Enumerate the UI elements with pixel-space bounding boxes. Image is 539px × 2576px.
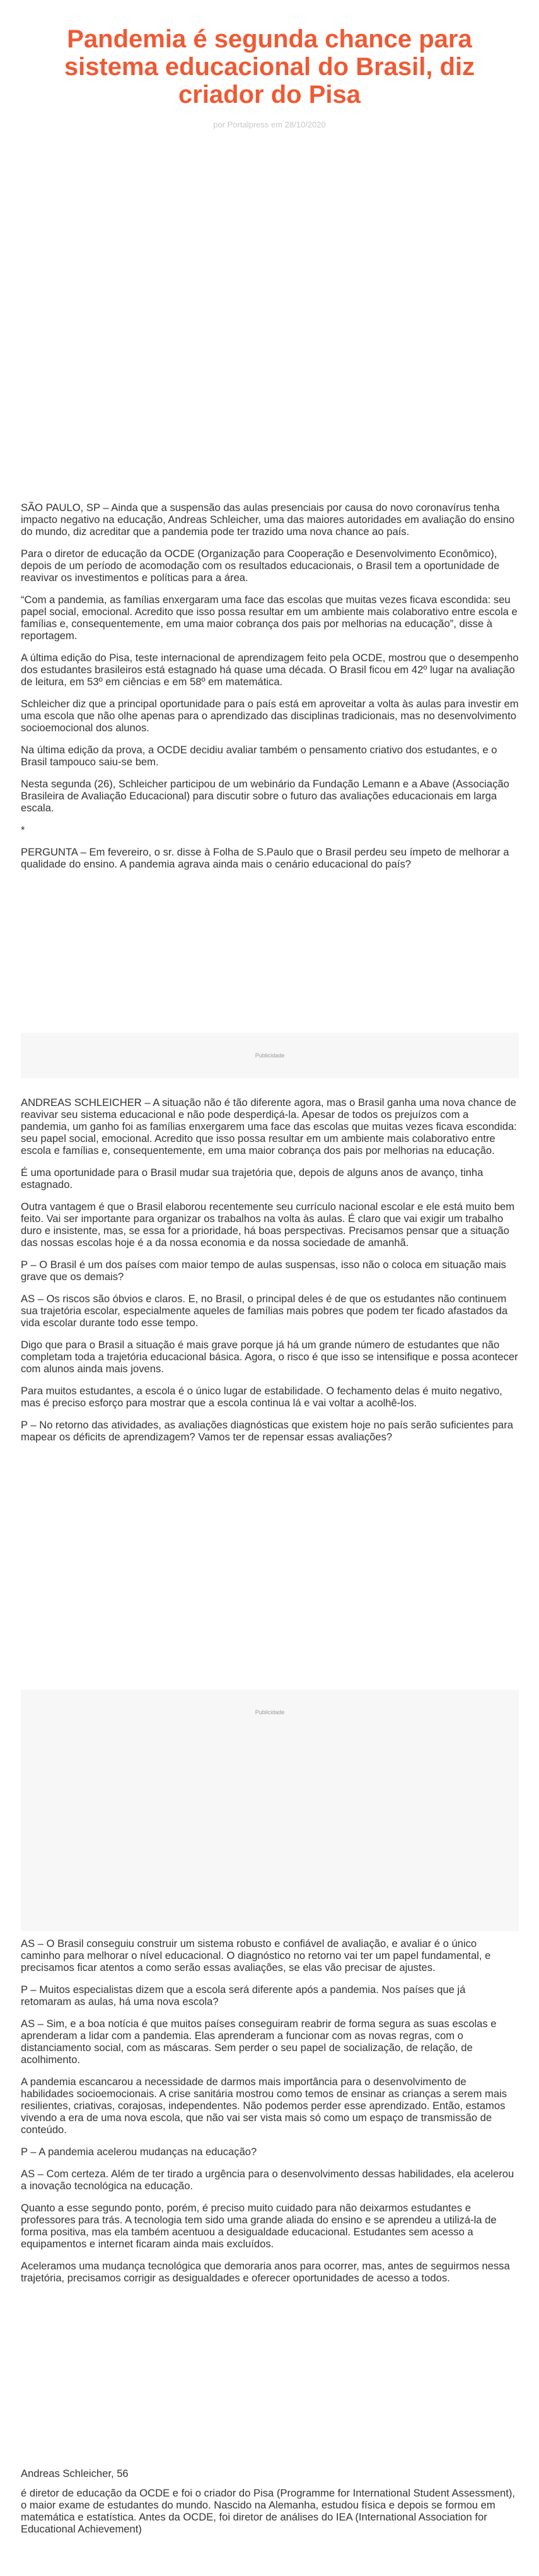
article-title: Pandemia é segunda chance para sistema educacional do Brasil, diz criador do Pisa xyxy=(64,25,475,109)
article-byline: por Portalpress em 28/10/2020 xyxy=(213,120,326,129)
article-paragraph: Para muitos estudantes, a escola é o único lugar de estabilidade. O fechamento delas é muito negativo, mas é preciso esforço para mostrar que a escola continua lá e vai voltar a acolhê-los. xyxy=(21,1385,502,1409)
article-paragraph: P – A pandemia acelerou mudanças na educação? xyxy=(21,2146,257,2158)
article-paragraph: “Com a pandemia, as famílias enxergaram uma face das escolas que muitas vezes ficava escondida: seu papel social, emocional. Acredito que isso possa resultar em um ambiente mais colaborativo entre escola e famílias e, consequentemente, em uma maior cobrança dos pais por melhorias na educação”, disse à reportagem. xyxy=(21,594,518,642)
ad-slot[interactable] xyxy=(21,1033,519,1078)
ad-slot[interactable] xyxy=(21,1690,519,1931)
article-section xyxy=(21,2467,519,2545)
article-paragraph: SÃO PAULO, SP – Ainda que a suspensão das aulas presenciais por causa do novo coronavírus tenha impacto negativo na educação, Andreas Schleicher, uma das maiores autoridades em avaliação do ensino do mundo, diz acreditar que a pandemia pode ter trazido uma nova chance ao país. xyxy=(21,502,515,538)
article-paragraph: Nesta segunda (26), Schleicher participou de um webinário da Fundação Lemann e a Abave (Associação Brasileira de Avaliação Educacional) para discutir sobre o futuro das avaliações educacionais em larga escala. xyxy=(21,778,509,814)
article-paragraph: ANDREAS SCHLEICHER – A situação não é tão diferente agora, mas o Brasil ganha uma nova chance de reavivar seu sistema educacional e não pode desperdiçá-la. Apesar de todos os prejuízos com a pandemia, um ganho foi as famílias enxergarem uma face das escolas que muitas vezes ficava escondida: seu papel social, emocional. Acredito que isso possa resultar em um ambiente mais colaborativo entre escola e famílias e, consequentemente, em uma maior cobrança dos pais por melhorias na educação. xyxy=(21,1097,517,1156)
article-paragraph: Aceleramos uma mudança tecnológica que demoraria anos para ocorrer, mas, antes de seguirmos nessa trajetória, precisamos corrigir as desigualdades e oferecer oportunidades de acesso a todos. xyxy=(21,2260,510,2284)
ad-label: Publicidade xyxy=(255,1052,285,1059)
article-paragraph: P – Muitos especialistas dizem que a escola será diferente após a pandemia. Nos países que já retomaram as aulas, há uma nova escola? xyxy=(21,1984,466,2008)
article-paragraph: P – O Brasil é um dos países com maior tempo de aulas suspensas, isso não o coloca em situação mais grave que os demais? xyxy=(21,1259,506,1283)
article-paragraph: PERGUNTA – Em fevereiro, o sr. disse à Folha de S.Paulo que o Brasil perdeu seu ímpeto de melhorar a qualidade do ensino. A pandemia agrava ainda mais o cenário educacional do país? xyxy=(21,846,509,870)
article-paragraph: P – No retorno das atividades, as avaliações diagnósticas que existem hoje no país serão suficientes para mapear os déficits de aprendizagem? Vamos ter de repensar essas avaliações? xyxy=(21,1419,513,1443)
article-paragraph: AS – Sim, e a boa notícia é que muitos países conseguiram reabrir de forma segura as suas escolas e aprenderam a lidar com a pandemia. Elas aprenderam a funcionar com as novas regras, com o distanciamento social, com as máscaras. Sem perder o seu papel de socialização, de relação, de acolhimento. xyxy=(21,2018,497,2066)
ad-label: Publicidade xyxy=(255,1709,285,1715)
article-paragraph: AS – Com certeza. Além de ter tirado a urgência para o desenvolvimento dessas habilidades, ela acelerou a inovação tecnológica na educação. xyxy=(21,2168,514,2192)
article-section xyxy=(21,1097,519,1453)
article-section xyxy=(21,1938,519,2294)
article-paragraph: * xyxy=(21,824,25,836)
article-section xyxy=(21,502,519,880)
article-paragraph: Schleicher diz que a principal oportunidade para o país está em aproveitar a volta às aulas para investir em uma escola que não olhe apenas para o aprendizado das disciplinas tradicionais, mas no desenvolvimento socioemocional dos alunos. xyxy=(21,698,519,734)
article-paragraph: A pandemia escancarou a necessidade de darmos mais importância para o desenvolvimento de habilidades socioemocionais. A crise sanitária mostrou como temos de ensinar as crianças a serem mais resilientes, criativas, corajosas, independentes. Não podemos perder esse aprendizado. Então, estamos vivendo a era de uma nova escola, que não vai ser vista mais só como um espaço de transmissão de conteúdo. xyxy=(21,2076,507,2136)
article-paragraph: É uma oportunidade para o Brasil mudar sua trajetória que, depois de alguns anos de avanço, tinha estagnado. xyxy=(21,1167,484,1191)
article-paragraph: Outra vantagem é que o Brasil elaborou recentemente seu currículo nacional escolar e ele está muito bem feito. Vai ser importante para organizar os trabalhos na volta às aulas. É claro que vai exigir um trabalho duro e insistente, mas, se essa for a prioridade, há boas perspectivas. Precisamos pensar que a situação das nossas escolas hoje é a da nossa economia e da nossa sociedade de amanhã. xyxy=(21,1201,515,1249)
article-paragraph: Para o diretor de educação da OCDE (Organização para Cooperação e Desenvolvimento Econômico), depois de um período de acomodação com os resultados educacionais, o Brasil tem a oportunidade de reavivar os investimentos e políticas para a área. xyxy=(21,548,500,584)
article-paragraph: Na última edição da prova, a OCDE decidiu avaliar também o pensamento criativo dos estudantes, e o Brasil tampouco saiu-se bem. xyxy=(21,744,497,768)
article-paragraph: AS – O Brasil conseguiu construir um sistema robusto e confiável de avaliação, e avaliar é o único caminho para melhorar o nível educacional. O diagnóstico no retorno vai ter um papel fundamental, e precisamos ficar atentos a como serão essas avaliações, se elas vão precisar de ajustes. xyxy=(21,1938,491,1973)
article-paragraph: Digo que para o Brasil a situação é mais grave porque já há um grande número de estudantes que não completam toda a trajetória educacional básica. Agora, o risco é que isso se intensifique e possa acontecer com alunos ainda mais jovens. xyxy=(21,1339,518,1375)
article-paragraph: Andreas Schleicher, 56 xyxy=(21,2467,129,2479)
article-paragraph: AS – Os riscos são óbvios e claros. E, no Brasil, o principal deles é de que os estudantes não continuem sua trajetória escolar, especialmente aqueles de famílias mais pobres que podem ter ficado afastados da vida escolar durante todo esse tempo. xyxy=(21,1293,508,1329)
article-paragraph: é diretor de educação da OCDE e foi o criador do Pisa (Programme for International Student Assessment), o maior exame de estudantes do mundo. Nascido na Alemanha, estudou física e depois se formou em matemática e estatística. Antes da OCDE, foi diretor de análises do IEA (International Association for Educational Achievement) xyxy=(21,2487,515,2535)
article-paragraph: Quanto a esse segundo ponto, porém, é preciso muito cuidado para não deixarmos estudantes e professores para trás. A tecnologia tem sido uma grande aliada do ensino e se aprendeu a utilizá-la de forma positiva, mas ela também acentuou a desigualdade educacional. Estudantes sem acesso a equipamentos e internet ficaram ainda mais excluídos. xyxy=(21,2202,497,2250)
article-paragraph: A última edição do Pisa, teste internacional de aprendizagem feito pela OCDE, mostrou que o desempenho dos estudantes brasileiros está estagnado há quase uma década. O Brasil ficou em 42º lugar na avaliação de leitura, em 53º em ciências e em 58º em matemática. xyxy=(21,652,519,688)
